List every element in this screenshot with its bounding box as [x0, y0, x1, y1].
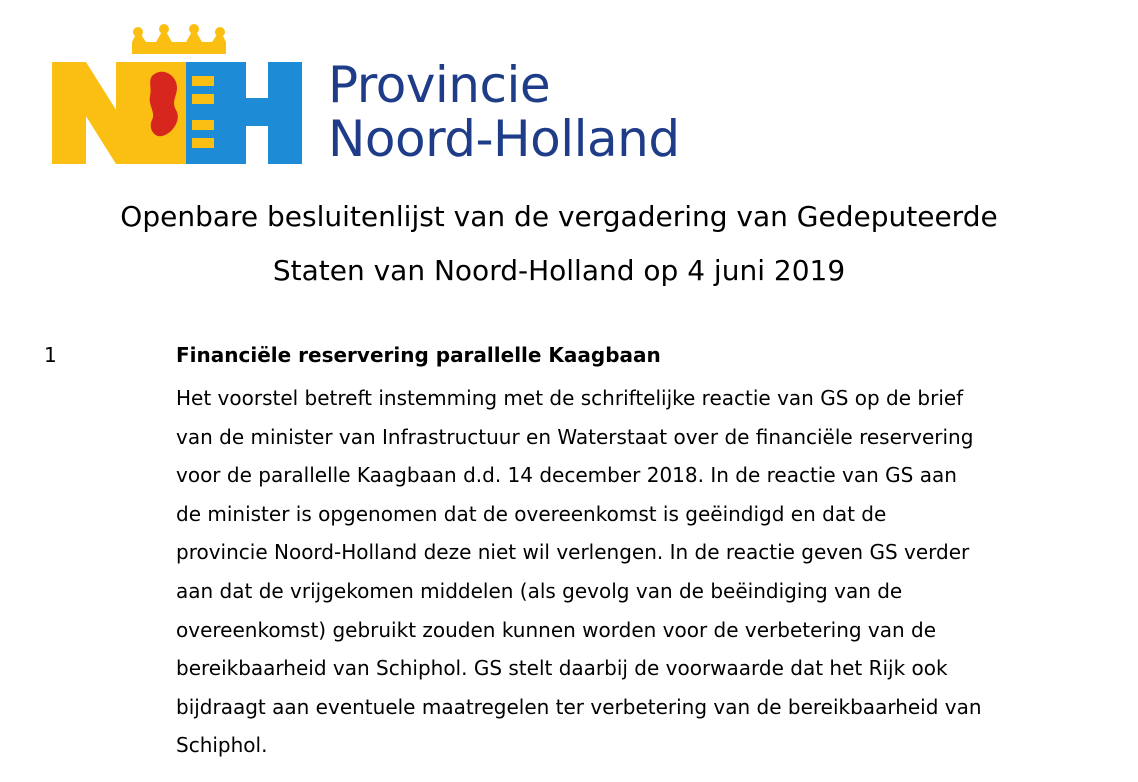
crown-icon	[132, 24, 226, 54]
body-line: provincie Noord-Holland deze niet wil verlengen. In de reactie geven GS verder	[176, 540, 970, 565]
body-line: de minister is opgenomen dat de overeenkomst is geëindigd en dat de	[176, 501, 887, 526]
document-title-line-2: Staten van Noord-Holland op 4 juni 2019	[272, 254, 846, 287]
body-line: voor de parallelle Kaagbaan d.d. 14 december 2018. In de reactie van GS aan	[176, 463, 957, 488]
item-number: 1	[44, 343, 57, 367]
document-title-line-1: Openbare besluitenlijst van de vergadering van Gedeputeerde	[120, 200, 998, 233]
logo-line-1: Provincie	[328, 56, 551, 114]
logo-wordmark	[328, 58, 680, 166]
body-line: aan dat de vrijgekomen middelen (als gevolg van de beëindiging van de	[176, 578, 903, 603]
province-logo	[52, 24, 752, 169]
body-line: bijdraagt aan eventuele maatregelen ter verbetering van de bereikbaarheid van	[176, 694, 982, 719]
item-heading: Financiële reservering parallelle Kaagbaan	[176, 343, 661, 367]
body-line: van de minister van Infrastructuur en Waterstaat over de financiële reservering	[176, 424, 974, 449]
nh-emblem-icon	[52, 24, 312, 169]
document-title	[0, 190, 1118, 298]
shield-icon	[144, 62, 220, 164]
body-line: overeenkomst) gebruikt zouden kunnen worden voor de verbetering van de	[176, 617, 937, 642]
body-line: bereikbaarheid van Schiphol. GS stelt daarbij de voorwaarde dat het Rijk ook	[176, 656, 948, 681]
logo-line-2: Noord-Holland	[328, 110, 680, 168]
body-line: Het voorstel betreft instemming met de schriftelijke reactie van GS op de brief	[176, 386, 964, 410]
item-body	[176, 379, 1106, 765]
body-line: Schiphol.	[176, 733, 268, 758]
